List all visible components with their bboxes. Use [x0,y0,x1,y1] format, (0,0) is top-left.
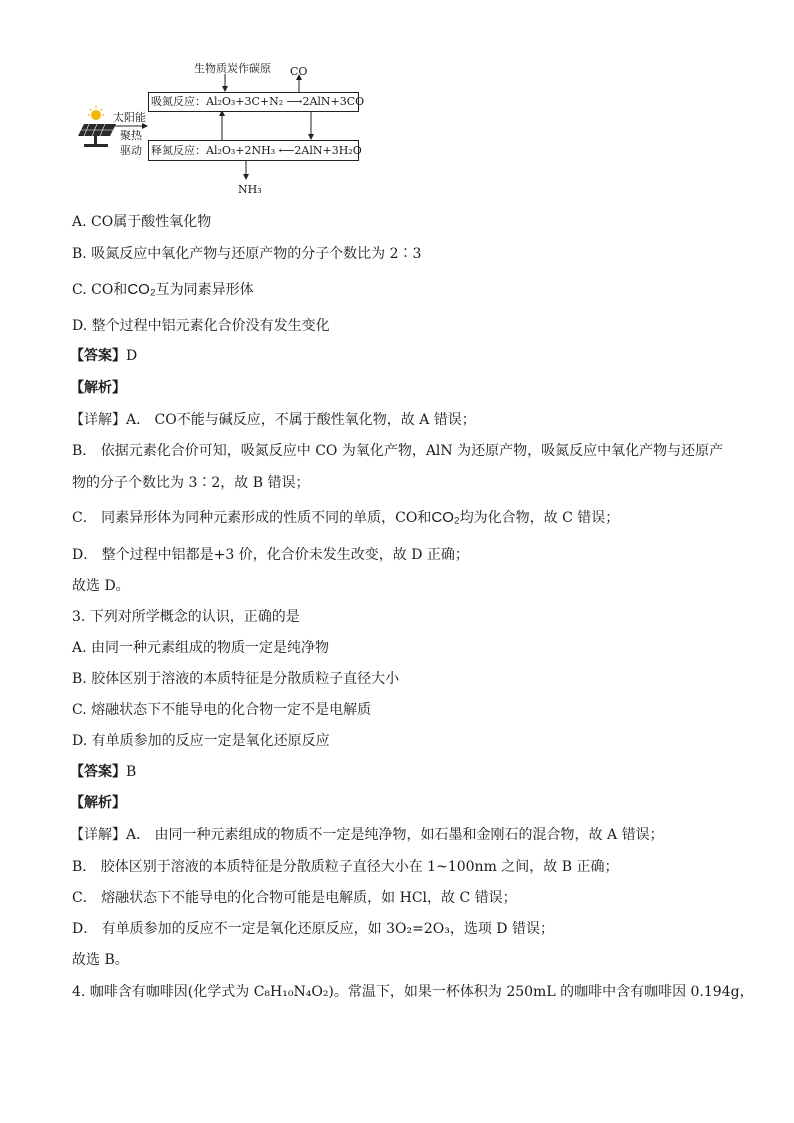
q2-detail-c-post: 均为化合物，故 C 错误； [459,510,620,526]
q2-detail-d: D． 整个过程中铝都是+3 价，化合价未发生改变，故 D 正确； [72,547,469,563]
absorb-reaction-text: 吸氮反应：Al₂O₃+3C+N₂ ⟶2AlN+3CO [151,95,365,108]
q3-detail-b: B． 胶体区别于溶液的本质特征是分散质粒子直径大小在 1~100nm 之间，故 B 正确； [72,859,619,875]
co-product-label: CO [290,65,308,78]
q2-conclusion: 故选 D。 [72,578,130,594]
q2-option-d: D. 整个过程中铝元素化合价没有发生变化 [72,318,330,334]
q2-detail-a: 【详解】A． CO不能与碱反应，不属于酸性氧化物，故 A 错误； [70,412,476,428]
q3-analysis-label: 【解析】 [70,795,126,811]
q3-analysis [70,793,126,813]
solar-label-3: 驱动 [120,144,142,157]
q2-answer [70,346,137,366]
q3-option-a: A. 由同一种元素组成的物质一定是纯净物 [72,640,330,656]
q2-option-c-pre: C. CO和 [72,282,128,298]
q2-analysis-label: 【解析】 [70,380,126,396]
q3-detail-c: C． 熔融状态下不能导电的化合物可能是电解质，如 HCl，故 C 错误； [72,890,517,906]
q3-answer-value: B [126,764,137,780]
absorb-reaction-box [148,92,365,112]
q3-option-d: D. 有单质参加的反应一定是氧化还原反应 [72,733,330,749]
q3-conclusion: 故选 B。 [72,952,129,968]
diagram-arrows [70,58,370,203]
nitrogen-cycle-diagram [70,58,370,203]
q2-detail-c [72,508,619,528]
q2-detail-b1: B． 依据元素化合价可知，吸氮反应中 CO 为氧化产物，AlN 为还原产物，吸氮反应中氧化产物与还原产 [72,443,724,459]
release-reaction-box [148,140,362,161]
q2-option-c-co2: CO₂ [127,281,156,298]
q3-option-b: B. 胶体区别于溶液的本质特征是分散质粒子直径大小 [72,671,400,687]
solar-label-2: 聚热 [120,129,142,142]
q2-detail-c-co2: CO₂ [431,509,460,526]
q2-option-c [72,280,254,300]
q3-detail-d: D． 有单质参加的反应不一定是氧化还原反应，如 3O₂=2O₃，选项 D 错误； [72,921,554,937]
q3-answer-label: 【答案】 [70,764,126,780]
q2-option-a: A. CO属于酸性氧化物 [72,214,212,230]
q3-option-c: C. 熔融状态下不能导电的化合物一定不是电解质 [72,702,372,718]
solar-panel-icon [78,124,116,147]
sun-icon [88,106,104,120]
q3-stem: 3. 下列对所学概念的认识，正确的是 [72,609,300,625]
q2-option-c-post: 互为同素异形体 [155,282,254,298]
release-reaction-text: 释氮反应：Al₂O₃+2NH₃ ⟵2AlN+3H₂O [151,144,362,157]
q2-detail-b2: 物的分子个数比为 3∶2，故 B 错误； [72,475,310,491]
carbon-source-label: 生物质炭作碳原 [194,62,271,75]
q2-answer-label: 【答案】 [70,348,126,364]
q4-stem: 4. 咖啡含有咖啡因(化学式为 C₈H₁₀N₄O₂)。常温下，如果一杯体积为 250mL 的咖啡中含有咖啡因 0.194g， [72,984,754,1000]
solar-label-1: 太阳能 [113,111,146,124]
q2-answer-value: D [126,348,138,364]
q2-analysis [70,378,126,398]
q2-option-b: B. 吸氮反应中氧化产物与还原产物的分子个数比为 2∶3 [72,246,422,262]
q3-detail-a: 【详解】A． 由同一种元素组成的物质不一定是纯净物，如石墨和金刚石的混合物，故 A 错误； [70,827,664,843]
q2-detail-c-pre: C． 同素异形体为同种元素形成的性质不同的单质，CO和 [72,510,432,526]
nh3-product-label: NH₃ [238,183,262,196]
q3-answer [70,762,136,782]
